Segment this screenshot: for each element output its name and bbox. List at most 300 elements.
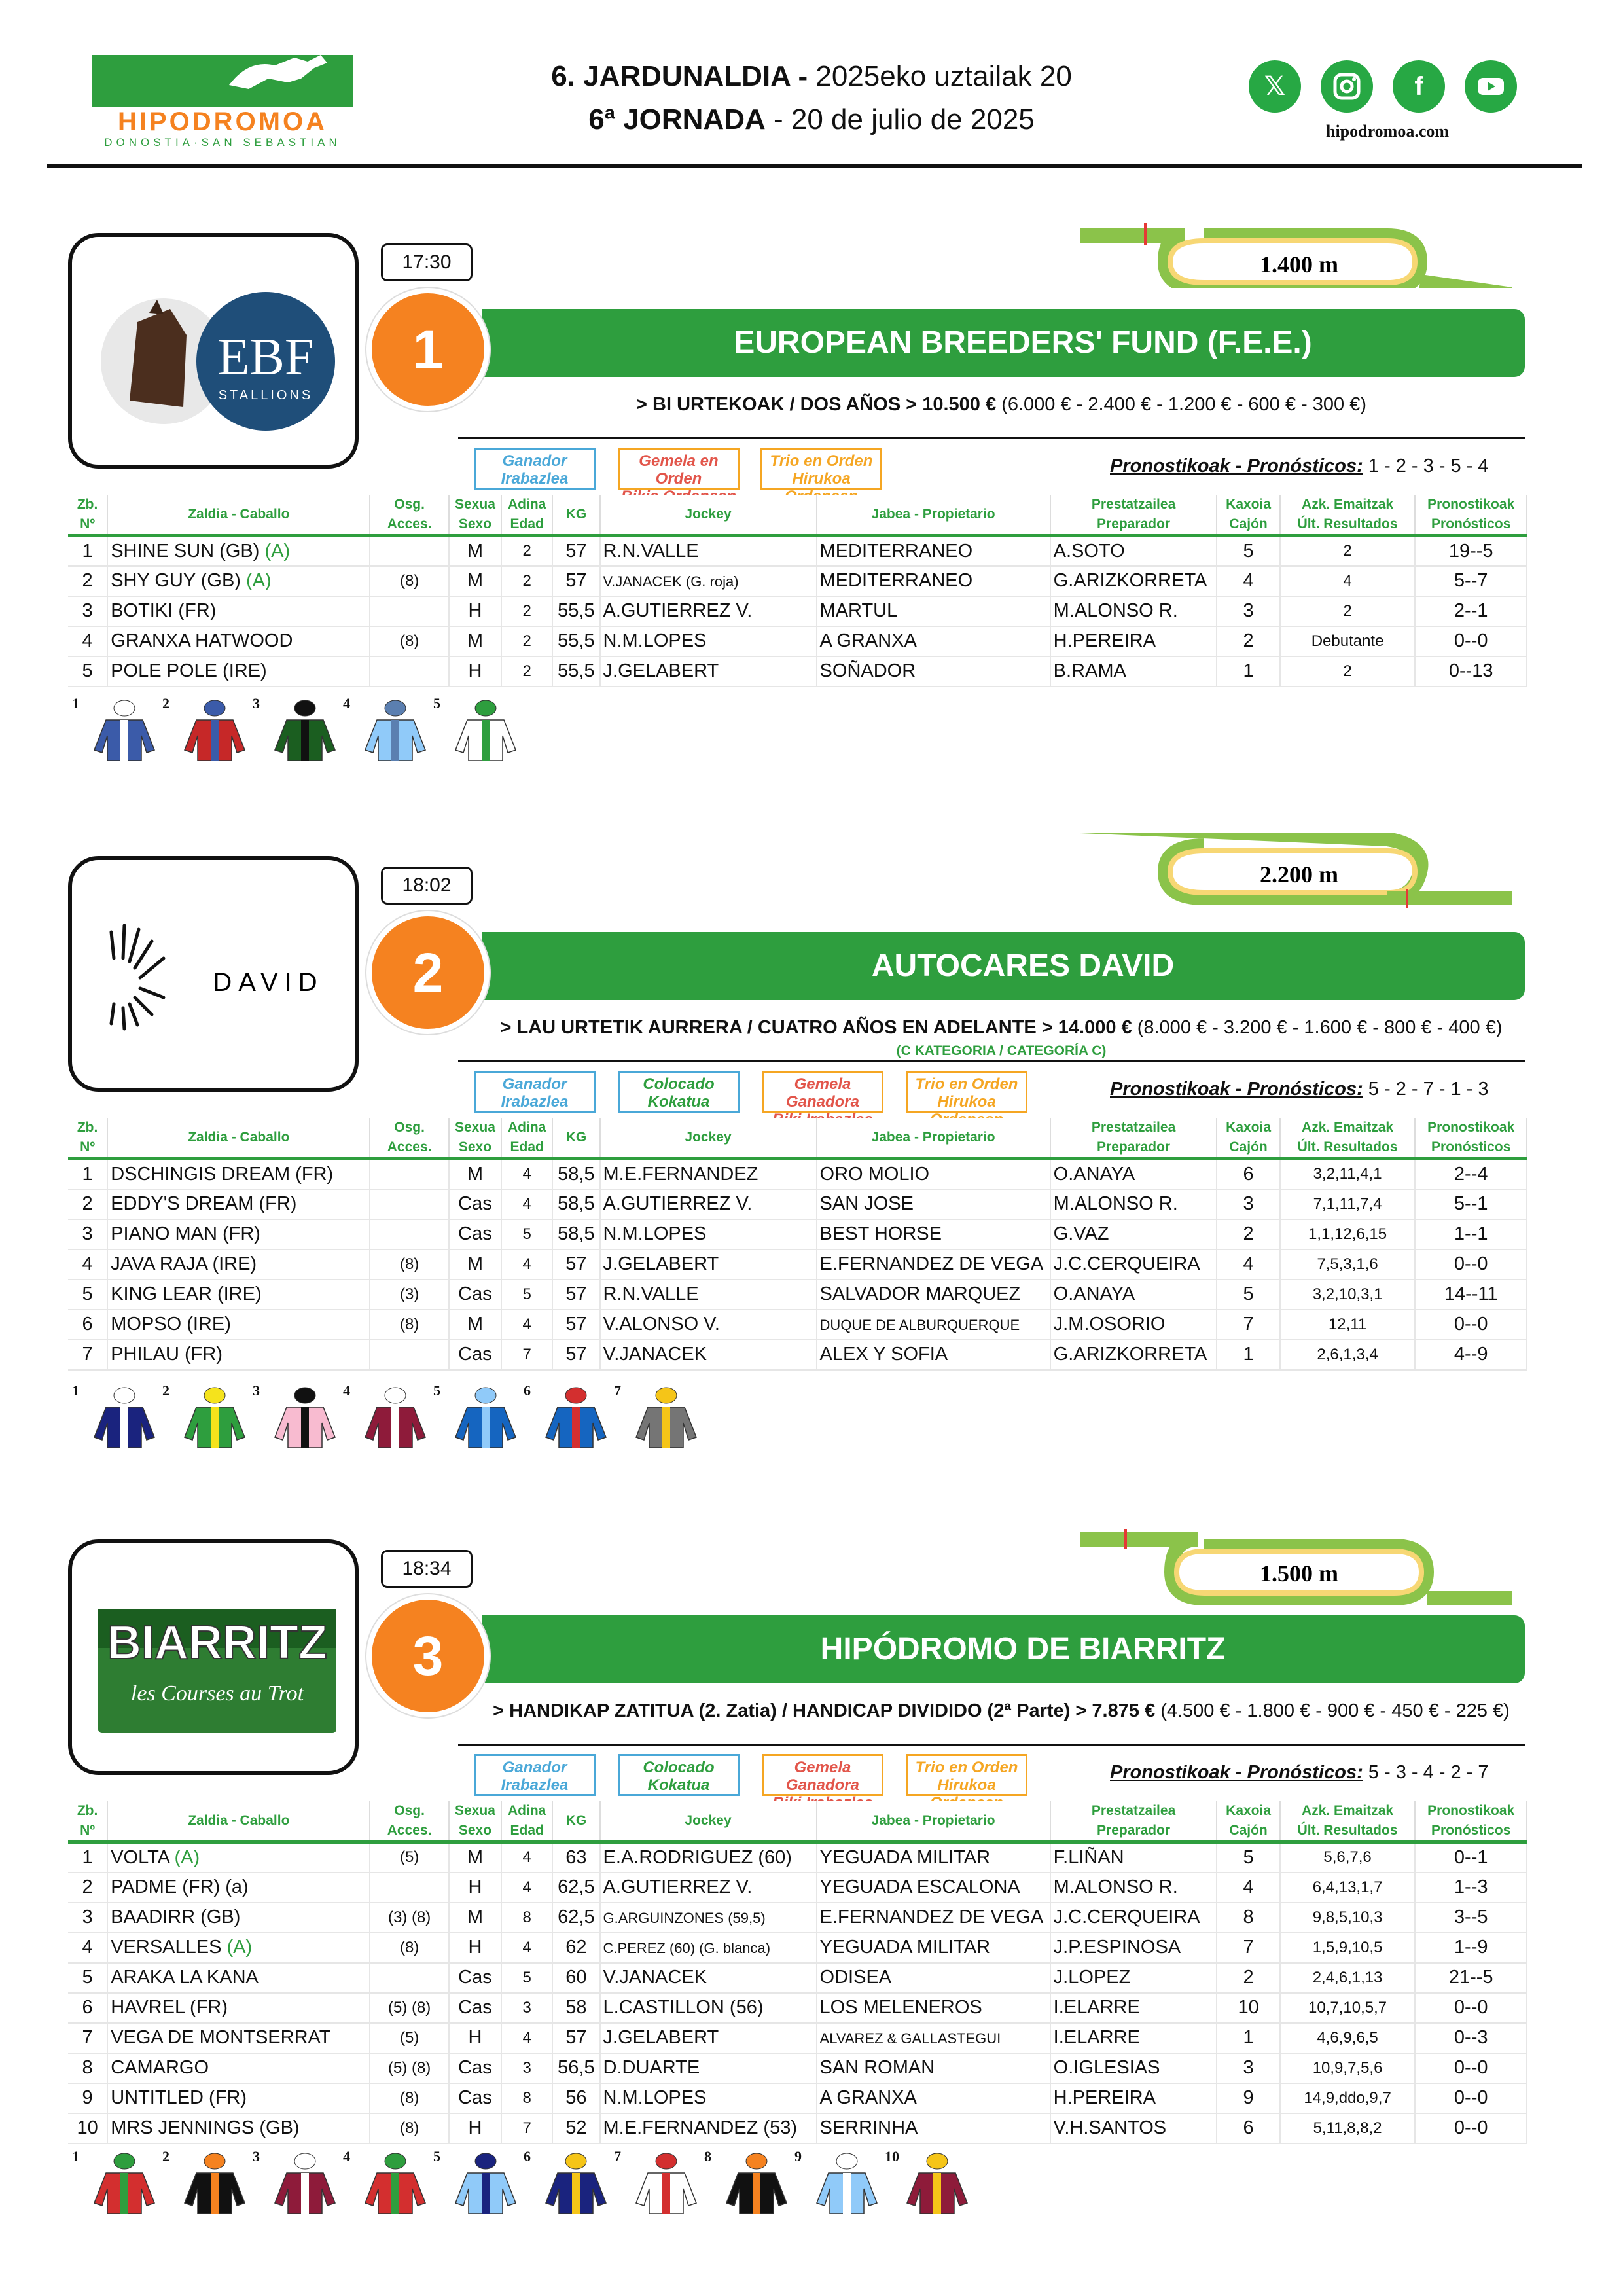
silk-number: 6 — [524, 1382, 531, 1399]
silk-number: 6 — [524, 2148, 531, 2164]
jockey: J.GELABERT — [600, 2023, 817, 2053]
table-row — [68, 2083, 1527, 2113]
sex: Cas — [449, 1189, 501, 1219]
accessories: (5) — [370, 2023, 448, 2053]
jockey-silk — [253, 2148, 344, 2214]
stall: 2 — [1217, 1219, 1279, 1249]
last-results: 4,6,9,6,5 — [1280, 2023, 1416, 2053]
silk-number: 10 — [885, 2148, 899, 2164]
last-results: 5,6,7,6 — [1280, 1842, 1416, 1873]
divider — [458, 437, 1525, 439]
runner-number: 4 — [68, 626, 107, 656]
accessories — [370, 1189, 448, 1219]
table-row — [68, 566, 1527, 596]
stall: 4 — [1217, 1873, 1279, 1903]
svg-text:2.200 m: 2.200 m — [1260, 861, 1338, 888]
age: 2 — [501, 626, 552, 656]
trainer: G.ARIZKORRETA — [1050, 1340, 1217, 1370]
trainer: H.PEREIRA — [1050, 626, 1217, 656]
forecast: 3--5 — [1415, 1903, 1527, 1933]
jockey: D.DUARTE — [600, 2053, 817, 2083]
youtube-icon[interactable] — [1465, 60, 1517, 113]
silk-icon — [633, 2151, 699, 2216]
last-results: 12,11 — [1280, 1310, 1416, 1340]
trainer: J.C.CERQUEIRA — [1050, 1249, 1217, 1280]
weight: 52 — [552, 2113, 599, 2144]
trainer: J.LOPEZ — [1050, 1963, 1217, 1993]
forecast: 0--0 — [1415, 1993, 1527, 2023]
table-row — [68, 1219, 1527, 1249]
header-divider — [47, 164, 1582, 168]
owner: YEGUADA MILITAR — [817, 1842, 1050, 1873]
race-time: 17:30 — [381, 243, 473, 281]
forecast: 1--9 — [1415, 1933, 1527, 1963]
weight: 62,5 — [552, 1903, 599, 1933]
divider — [458, 1744, 1525, 1746]
runner-number: 1 — [68, 536, 107, 566]
hipodromoa-logo[interactable] — [92, 55, 353, 147]
table-row — [68, 656, 1527, 687]
table-row — [68, 596, 1527, 626]
owner: DUQUE DE ALBURQUERQUE — [817, 1310, 1050, 1340]
runner-number: 7 — [68, 1340, 107, 1370]
bet-colocado: Colocado Kokatua — [618, 1754, 740, 1796]
bet-gemela-ganadora: Gemela Ganadora — [762, 1071, 883, 1113]
silk-number: 7 — [614, 2148, 621, 2164]
stall: 3 — [1217, 2053, 1279, 2083]
forecast: 0--0 — [1415, 1310, 1527, 1340]
owner: E.FERNANDEZ DE VEGA — [817, 1903, 1050, 1933]
age: 7 — [501, 1340, 552, 1370]
forecast: 0--1 — [1415, 1842, 1527, 1873]
jockey-silk — [524, 2148, 615, 2214]
bet-gemela-ganadora: Gemela Ganadora — [762, 1754, 883, 1796]
age: 5 — [501, 1219, 552, 1249]
table-row — [68, 1159, 1527, 1189]
race-conditions: > HANDIKAP ZATITUA (2. Zatia) / HANDICAP DIVIDIDO (2ª Parte) > 7.875 € (4.500 € - 1.800 € - 900 € - 450 € - 225 €) — [493, 1700, 1510, 1721]
stall: 5 — [1217, 1280, 1279, 1310]
sex: Cas — [449, 1340, 501, 1370]
silks-row — [72, 1382, 988, 1448]
last-results: 2,4,6,1,13 — [1280, 1963, 1416, 1993]
horse-name: BAADIRR (GB) — [107, 1903, 370, 1933]
jockey: G.ARGUINZONES (59,5) — [600, 1903, 817, 1933]
jockey: C.PEREZ (60) (G. blanca) — [600, 1933, 817, 1963]
runner-number: 6 — [68, 1310, 107, 1340]
race-time: 18:34 — [381, 1550, 473, 1588]
weight: 60 — [552, 1963, 599, 1993]
trainer: H.PEREIRA — [1050, 2083, 1217, 2113]
age: 4 — [501, 1159, 552, 1189]
runner-number: 7 — [68, 2023, 107, 2053]
instagram-icon[interactable] — [1321, 60, 1373, 113]
bet-ganador: Ganador Irabazlea — [474, 1071, 596, 1113]
sex: H — [449, 2113, 501, 2144]
site-url[interactable]: hipodromoa.com — [1325, 122, 1450, 141]
jockey: M.E.FERNANDEZ (53) — [600, 2113, 817, 2144]
silk-number: 8 — [704, 2148, 711, 2164]
forecast: 21--5 — [1415, 1963, 1527, 1993]
accessories — [370, 596, 448, 626]
sex: H — [449, 1933, 501, 1963]
owner: ALEX Y SOFIA — [817, 1340, 1050, 1370]
bet-ganador: Ganador Irabazlea — [474, 1754, 596, 1796]
jockey-silk — [253, 695, 344, 761]
apprentice-tag: (A) — [264, 540, 291, 562]
jockey: J.GELABERT — [600, 1249, 817, 1280]
weight: 57 — [552, 1280, 599, 1310]
forecast: 0--3 — [1415, 2023, 1527, 2053]
forecast: 0--0 — [1415, 2053, 1527, 2083]
age: 3 — [501, 2053, 552, 2083]
table-row — [68, 1249, 1527, 1280]
stall: 7 — [1217, 1933, 1279, 1963]
table-row — [68, 1933, 1527, 1963]
silk-icon — [363, 2151, 428, 2216]
horse-name: BOTIKI (FR) — [107, 596, 370, 626]
trainer: A.SOTO — [1050, 536, 1217, 566]
jockey-silk — [253, 1382, 344, 1448]
trainer: M.ALONSO R. — [1050, 596, 1217, 626]
horse-name: MOPSO (IRE) — [107, 1310, 370, 1340]
forecast: 5--7 — [1415, 566, 1527, 596]
runner-number: 5 — [68, 1963, 107, 1993]
weight: 55,5 — [552, 656, 599, 687]
owner: E.FERNANDEZ DE VEGA — [817, 1249, 1050, 1280]
silks-row — [72, 695, 988, 761]
weight: 63 — [552, 1842, 599, 1873]
horse-name: GRANXA HATWOOD — [107, 626, 370, 656]
stall: 1 — [1217, 1340, 1279, 1370]
silk-icon — [272, 2151, 338, 2216]
sex: M — [449, 1310, 501, 1340]
svg-text:1.400 m: 1.400 m — [1260, 251, 1338, 278]
stall: 2 — [1217, 1963, 1279, 1993]
jockey-silk — [162, 1382, 254, 1448]
table-row — [68, 2053, 1527, 2083]
age: 4 — [501, 2023, 552, 2053]
table-row — [68, 1280, 1527, 1310]
owner: LOS MELENEROS — [817, 1993, 1050, 2023]
weight: 58,5 — [552, 1159, 599, 1189]
age: 4 — [501, 1842, 552, 1873]
weight: 62 — [552, 1933, 599, 1963]
jockey-silk — [433, 2148, 525, 2214]
table-row — [68, 1340, 1527, 1370]
silk-number: 7 — [614, 1382, 621, 1399]
sex: M — [449, 1249, 501, 1280]
silk-number: 3 — [253, 2148, 260, 2164]
jockey: V.JANACEK — [600, 1340, 817, 1370]
stall: 1 — [1217, 2023, 1279, 2053]
age: 7 — [501, 2113, 552, 2144]
runner-number: 5 — [68, 1280, 107, 1310]
forecast: 0--0 — [1415, 2113, 1527, 2144]
stall: 7 — [1217, 1310, 1279, 1340]
horse-name: PADME (FR) (a) — [107, 1873, 370, 1903]
table-row — [68, 626, 1527, 656]
horse-name: CAMARGO — [107, 2053, 370, 2083]
accessories — [370, 536, 448, 566]
table-row — [68, 1873, 1527, 1903]
age: 3 — [501, 1993, 552, 2023]
horse-name: HAVREL (FR) — [107, 1993, 370, 2023]
last-results: 10,7,10,5,7 — [1280, 1993, 1416, 2023]
forecast: 5--1 — [1415, 1189, 1527, 1219]
trainer: O.ANAYA — [1050, 1159, 1217, 1189]
silk-icon — [453, 1385, 518, 1450]
jockey-silk — [343, 1382, 435, 1448]
runner-number: 1 — [68, 1159, 107, 1189]
owner: MEDITERRANEO — [817, 536, 1050, 566]
apprentice-tag: (A) — [246, 570, 272, 591]
forecast: 0--13 — [1415, 656, 1527, 687]
horse-name: VOLTA (A) — [107, 1842, 370, 1873]
stall: 3 — [1217, 1189, 1279, 1219]
svg-text:1.500 m: 1.500 m — [1260, 1560, 1338, 1587]
age: 5 — [501, 1963, 552, 1993]
runner-number: 3 — [68, 1219, 107, 1249]
sex: M — [449, 626, 501, 656]
page-header — [0, 0, 1623, 170]
silk-icon — [814, 2151, 880, 2216]
stall: 8 — [1217, 1903, 1279, 1933]
weight: 57 — [552, 1249, 599, 1280]
accessories: (3) (8) — [370, 1903, 448, 1933]
bet-colocado: Colocado Kokatua — [618, 1071, 740, 1113]
jockey-silk — [162, 695, 254, 761]
last-results: 14,9,ddo,9,7 — [1280, 2083, 1416, 2113]
horse-name: EDDY'S DREAM (FR) — [107, 1189, 370, 1219]
race-number: 3 — [366, 1594, 490, 1717]
runner-number: 3 — [68, 1903, 107, 1933]
trainer: M.ALONSO R. — [1050, 1189, 1217, 1219]
silk-number: 9 — [794, 2148, 802, 2164]
sex: Cas — [449, 1280, 501, 1310]
silk-icon — [904, 2151, 970, 2216]
silk-icon — [633, 1385, 699, 1450]
table-row — [68, 1903, 1527, 1933]
svg-text:les Courses au Trot: les Courses au Trot — [130, 1681, 304, 1706]
weight: 57 — [552, 566, 599, 596]
weight: 56,5 — [552, 2053, 599, 2083]
owner: SALVADOR MARQUEZ — [817, 1280, 1050, 1310]
accessories: (8) — [370, 1249, 448, 1280]
trainer: J.P.ESPINOSA — [1050, 1933, 1217, 1963]
jockey: V.JANACEK — [600, 1963, 817, 1993]
logo-name: HIPODROMOA — [118, 107, 327, 136]
sex: H — [449, 656, 501, 687]
sex: M — [449, 1159, 501, 1189]
last-results: 6,4,13,1,7 — [1280, 1873, 1416, 1903]
horse-name: VEGA DE MONTSERRAT — [107, 2023, 370, 2053]
jockey: E.A.RODRIGUEZ (60) — [600, 1842, 817, 1873]
race-forecast: Pronostikoak - Pronósticos: 5 - 2 - 7 - 1 - 3 — [1110, 1079, 1489, 1100]
jockey: R.N.VALLE — [600, 1280, 817, 1310]
accessories — [370, 1963, 448, 1993]
silk-icon — [724, 2151, 789, 2216]
jockey-silk — [72, 1382, 164, 1448]
horse-name: UNTITLED (FR) — [107, 2083, 370, 2113]
page-title-es: 6ª JORNADA - 20 de julio de 2025 — [588, 103, 1035, 135]
jockey: A.GUTIERREZ V. — [600, 1873, 817, 1903]
accessories: (8) — [370, 626, 448, 656]
jockey-silk — [524, 1382, 615, 1448]
forecast: 0--0 — [1415, 626, 1527, 656]
age: 4 — [501, 1933, 552, 1963]
trainer: O.ANAYA — [1050, 1280, 1217, 1310]
table-row — [68, 1963, 1527, 1993]
runner-number: 1 — [68, 1842, 107, 1873]
accessories — [370, 1340, 448, 1370]
track-diagram — [1080, 833, 1512, 911]
last-results: 5,11,8,8,2 — [1280, 2113, 1416, 2144]
last-results: 4 — [1280, 566, 1416, 596]
owner: SAN JOSE — [817, 1189, 1050, 1219]
race-number: 2 — [366, 911, 490, 1034]
sex: Cas — [449, 2053, 501, 2083]
horse-name: DSCHINGIS DREAM (FR) — [107, 1159, 370, 1189]
sex: H — [449, 2023, 501, 2053]
silk-number: 5 — [433, 2148, 440, 2164]
silk-number: 1 — [72, 695, 79, 711]
jockey-silk — [794, 2148, 886, 2214]
silk-number: 4 — [343, 2148, 350, 2164]
jockey-silk — [433, 1382, 525, 1448]
forecast: 1--3 — [1415, 1873, 1527, 1903]
last-results: 2 — [1280, 656, 1416, 687]
trainer: J.C.CERQUEIRA — [1050, 1903, 1217, 1933]
sex: M — [449, 1842, 501, 1873]
forecast: 2--1 — [1415, 596, 1527, 626]
age: 2 — [501, 656, 552, 687]
owner: YEGUADA ESCALONA — [817, 1873, 1050, 1903]
race-conditions: > LAU URTETIK AURRERA / CUATRO AÑOS EN ADELANTE > 14.000 € (8.000 € - 3.200 € - 1.600 € - 800 € - 400 €) — [500, 1017, 1503, 1038]
runner-number: 2 — [68, 1189, 107, 1219]
last-results: 3,2,11,4,1 — [1280, 1159, 1416, 1189]
owner: A GRANXA — [817, 626, 1050, 656]
stall: 10 — [1217, 1993, 1279, 2023]
silk-icon — [363, 698, 428, 763]
age: 4 — [501, 1189, 552, 1219]
weight: 57 — [552, 1310, 599, 1340]
trainer: I.ELARRE — [1050, 1993, 1217, 2023]
table-row — [68, 2113, 1527, 2144]
silk-icon — [92, 698, 157, 763]
sex: Cas — [449, 1993, 501, 2023]
weight: 57 — [552, 536, 599, 566]
owner: A GRANXA — [817, 2083, 1050, 2113]
silk-icon — [92, 1385, 157, 1450]
sex: M — [449, 566, 501, 596]
sponsor-logo-biarritz — [68, 1539, 359, 1775]
jockey: N.M.LOPES — [600, 2083, 817, 2113]
forecast: 4--9 — [1415, 1340, 1527, 1370]
weight: 55,5 — [552, 596, 599, 626]
horse-name: KING LEAR (IRE) — [107, 1280, 370, 1310]
trainer: M.ALONSO R. — [1050, 1873, 1217, 1903]
trainer: I.ELARRE — [1050, 2023, 1217, 2053]
page-title-eu: 6. JARDUNALDIA - 2025eko uztailak 20 — [551, 60, 1072, 92]
facebook-icon[interactable]: f — [1393, 60, 1445, 113]
forecast: 0--0 — [1415, 1249, 1527, 1280]
table-row — [68, 1189, 1527, 1219]
weight: 55,5 — [552, 626, 599, 656]
jockey-silk — [72, 2148, 164, 2214]
jockey-silk — [72, 695, 164, 761]
runner-number: 3 — [68, 596, 107, 626]
last-results: 1,5,9,10,5 — [1280, 1933, 1416, 1963]
silk-number: 3 — [253, 1382, 260, 1399]
accessories: (5) (8) — [370, 2053, 448, 2083]
silk-number: 3 — [253, 695, 260, 711]
weight: 56 — [552, 2083, 599, 2113]
silk-number: 2 — [162, 1382, 169, 1399]
owner: BEST HORSE — [817, 1219, 1050, 1249]
horse-name: SHY GUY (GB) (A) — [107, 566, 370, 596]
silk-icon — [543, 2151, 609, 2216]
owner: SERRINHA — [817, 2113, 1050, 2144]
owner: MEDITERRANEO — [817, 566, 1050, 596]
accessories — [370, 656, 448, 687]
jockey: R.N.VALLE — [600, 536, 817, 566]
bet-trio: Trio en Orden Hirukoa — [760, 448, 882, 490]
sponsor-logo-ebf — [68, 233, 359, 469]
accessories — [370, 1873, 448, 1903]
runners-table: Zb. Nº Zaldia - Caballo Osg. Acces. Sexua Sexo Adina Edad KG Jockey Jabea - Propietario Prestatzailea Preparador Kaxoia Cajón Azk. Emaitzak Últ. Resultados Pronostikoak Pronósticos 1 DSCHINGIS DREAM (FR) M 4 58,5 M.E.FERNANDEZ ORO MOLIO O.ANAYA 6 3,2,11,4,1 2--4 2 EDDY'S DREAM (FR) Cas 4 58,5 A.GUTIERREZ V. SAN JOSE M.ALONSO R. 3 7,1,11,7,4 5--1 3 PIANO MAN (FR) Cas 5 58,5 N.M.LOPES BEST HORSE G.VAZ 2 1,1,12,6,15 1--1 4 JAVA RAJA (IRE) (8) M 4 57 J.GELABERT E.FERNANDEZ DE VEGA J.C.CERQUEIRA 4 7,5,3,1,6 0--0 5 KING LEAR (IRE) (3) Cas 5 57 R.N.VALLE SALVADOR MARQUEZ O.ANAYA 5 3,2,10,3,1 14--11 6 MOPSO (IRE) (8) M 4 57 V.ALONSO V. DUQUE DE ALBURQUERQUE J.M.OSORIO 7 12,11 0--0 7 PHILAU (FR) Cas 7 57 V.JANACEK ALEX Y SOFIA G.ARIZKORRETA 1 2,6,1,3,4 4--9 — [68, 1118, 1527, 1371]
horse-name: MRS JENNINGS (GB) — [107, 2113, 370, 2144]
horse-name: PIANO MAN (FR) — [107, 1219, 370, 1249]
forecast: 0--0 — [1415, 2083, 1527, 2113]
trainer: G.ARIZKORRETA — [1050, 566, 1217, 596]
accessories: (5) (8) — [370, 1993, 448, 2023]
accessories — [370, 1159, 448, 1189]
trainer: O.IGLESIAS — [1050, 2053, 1217, 2083]
x-icon[interactable]: 𝕏 — [1249, 60, 1301, 113]
horse-name: SHINE SUN (GB) (A) — [107, 536, 370, 566]
horse-name: PHILAU (FR) — [107, 1340, 370, 1370]
silk-icon — [453, 698, 518, 763]
silks-row — [72, 2148, 988, 2214]
jockey-silk — [343, 695, 435, 761]
weight: 58 — [552, 1993, 599, 2023]
jockey: N.M.LOPES — [600, 1219, 817, 1249]
apprentice-tag: (A) — [226, 1937, 253, 1958]
horse-name: POLE POLE (IRE) — [107, 656, 370, 687]
bet-trio: Trio en Orden Hirukoa — [906, 1071, 1027, 1113]
age: 5 — [501, 1280, 552, 1310]
race-forecast: Pronostikoak - Pronósticos: 5 - 3 - 4 - 2 - 7 — [1110, 1762, 1489, 1783]
race-name: AUTOCARES DAVID — [482, 932, 1525, 1000]
race-category: (C KATEGORIA / CATEGORÍA C) — [896, 1043, 1107, 1058]
runner-number: 2 — [68, 1873, 107, 1903]
silk-number: 5 — [433, 695, 440, 711]
age: 2 — [501, 536, 552, 566]
race-3 — [0, 1539, 1623, 2272]
last-results: 9,8,5,10,3 — [1280, 1903, 1416, 1933]
forecast: 14--11 — [1415, 1280, 1527, 1310]
jockey-silk — [614, 1382, 705, 1448]
accessories — [370, 1219, 448, 1249]
sex: M — [449, 536, 501, 566]
silk-icon — [182, 2151, 247, 2216]
trainer: G.VAZ — [1050, 1219, 1217, 1249]
sex: H — [449, 1873, 501, 1903]
owner: YEGUADA MILITAR — [817, 1933, 1050, 1963]
race-name: HIPÓDROMO DE BIARRITZ — [482, 1615, 1525, 1683]
sex: M — [449, 1903, 501, 1933]
weight: 57 — [552, 1340, 599, 1370]
